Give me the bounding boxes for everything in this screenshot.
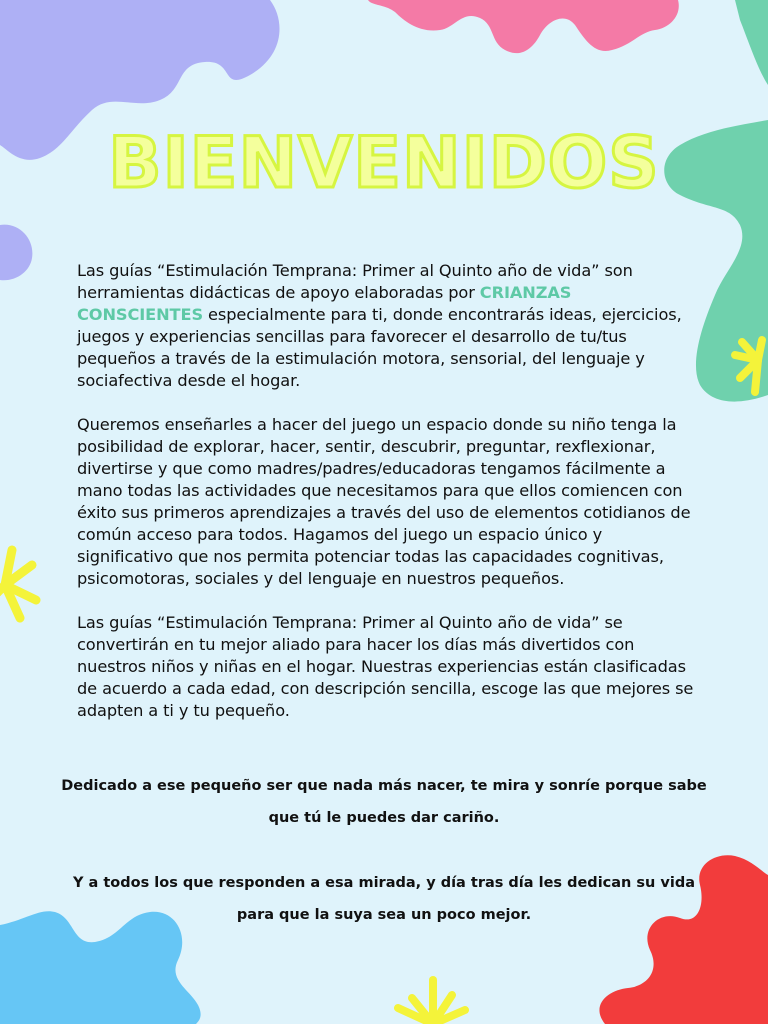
yellow-star-left — [0, 550, 36, 618]
purple-blob-left — [0, 225, 32, 281]
green-blob-right-top — [735, 0, 768, 85]
pink-blob-top — [368, 0, 679, 53]
paragraph-1-text-end: especialmente para ti, donde encontrarás ideas, ejercicios, juegos y experiencias sencillas para favorecer el desarrollo de tu/tus pequeños a través de la estimulación motora, sensorial, del lenguaje y sociafectiva desde el hogar. — [77, 305, 682, 390]
brand-name: CRIANZAS CONSCIENTES — [77, 283, 572, 324]
page-title: BIENVENIDOS — [108, 122, 660, 204]
dedication-line-2: Y a todos los que responden a esa mirada, y día tras día les dedican su vida para que la suya sea un poco mejor. — [72, 875, 695, 923]
yellow-star-bottom — [398, 980, 465, 1024]
intro-text — [77, 260, 697, 744]
paragraph-2: Queremos enseñarles a hacer del juego un espacio donde su niño tenga la posibilidad de explorar, hacer, sentir, descubrir, preguntar, rexflexionar, divertirse y que como madres/padres/educadoras tengamos fácilmente a mano todas las actividades que necesitamos para que ellos comiencen con éxito sus primeros aprendizajes a través del uso de elementos cotidianos de común acceso para todos. Hagamos del juego un espacio único y significativo que nos permita potenciar todas las capacidades cognitivas, psicomotoras, sociales y del lenguaje en nuestros pequeños. — [77, 415, 691, 588]
paragraph-1-text: Las guías “Estimulación Temprana: Primer al Quinto año de vida” son herramientas didácticas de apoyo elaboradas por — [77, 261, 633, 302]
paragraph-1 — [77, 260, 697, 392]
paragraph-3: Las guías “Estimulación Temprana: Primer al Quinto año de vida” se convertirán en tu mejor aliado para hacer los días más divertidos con nuestros niños y niñas en el hogar. Nuestras experiencias están clasificadas de acuerdo a cada edad, con descripción sencilla, escoge las que mejores se adapten a ti y tu pequeño. — [77, 613, 694, 720]
dedication-line-1: Dedicado a ese pequeño ser que nada más nacer, te mira y sonríe porque sabe que tú le puedes dar cariño. — [61, 778, 707, 826]
